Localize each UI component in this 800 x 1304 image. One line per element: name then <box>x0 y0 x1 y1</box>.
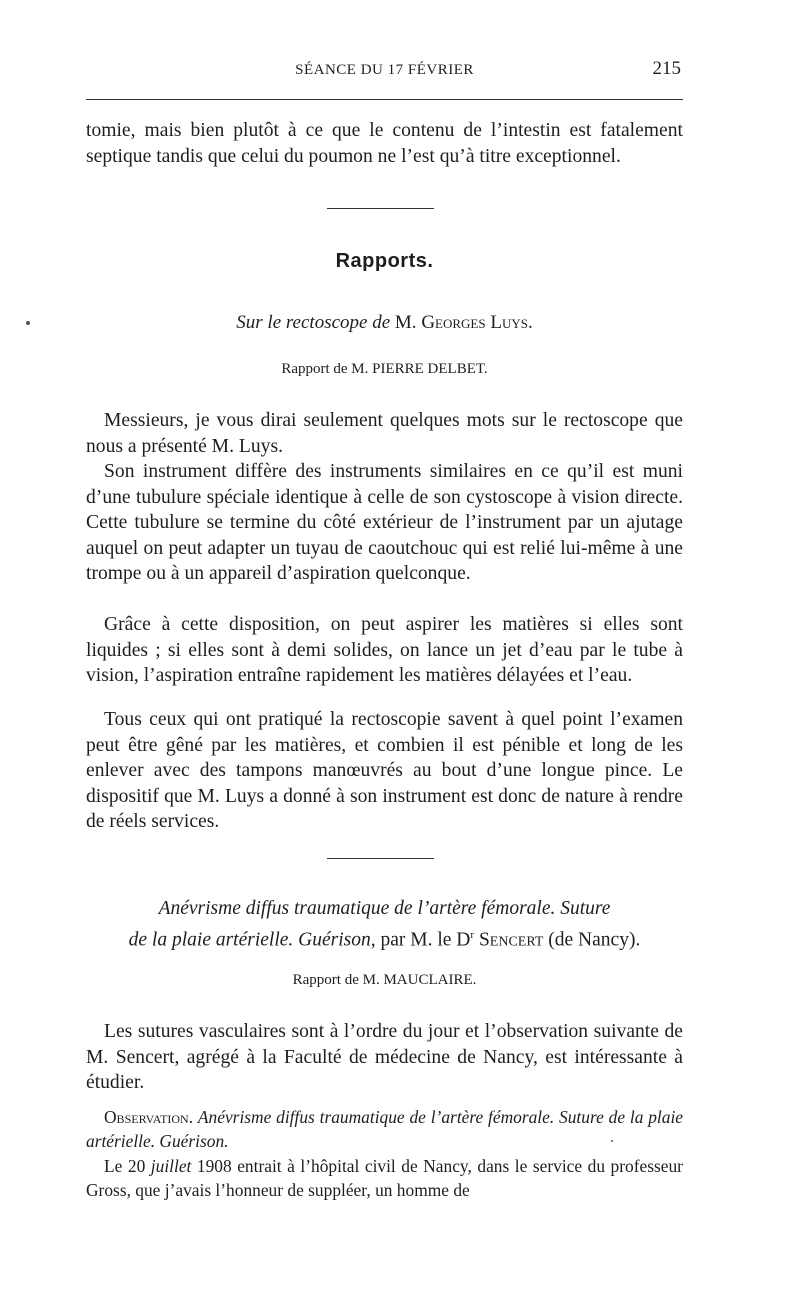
report1-paragraph-4: Tous ceux qui ont pratiqué la rectoscopie savent à quel point l’examen peut être gêné par les matières, et combien il est pénible et long de les enlever avec des tampons manœuvrés au bout d’une longue pince. Le dispositif que M. Luys a donné à son instrument est donc de nature à rendre de réels services. <box>86 709 683 833</box>
report2-author-prefix: par M. le D <box>380 929 471 951</box>
observation-title: Anévrisme diffus traumatique de l’artère fémorale. Suture de la plaie artérielle. Guérison. <box>86 1107 683 1151</box>
report2-author-sup: r <box>470 929 475 941</box>
running-title: SÉANCE DU 17 FÉVRIER <box>295 62 474 78</box>
report2-rapporteur: Rapport de M. MAUCLAIRE. <box>292 972 477 988</box>
report1-title <box>86 309 683 336</box>
report2-author-name: Sencert <box>478 929 544 951</box>
page-number: 215 <box>652 58 681 79</box>
report1-author-name: Georges Luys. <box>421 312 533 333</box>
report1-paragraph-3: Grâce à cette disposition, on peut aspirer les matières si elles sont liquides ; si elles sont à demi solides, on lance un jet d’eau par le tube à vision, l’aspiration entraîne rapidement les matières délayées et l’eau. <box>86 614 683 687</box>
scan-speck <box>611 1140 613 1142</box>
intro-paragraph: tomie, mais bien plutôt à ce que le contenu de l’intestin est fatalement septique tandis que celui du poumon ne l’est qu’à titre exceptionnel. <box>86 120 683 167</box>
section-title: Rapports. <box>335 250 434 272</box>
report2-paragraph: Les sutures vasculaires sont à l’ordre du jour et l’observation suivante de M. Sencert, agrégé à la Faculté de médecine de Nancy, est intéressante à étudier. <box>86 1021 683 1094</box>
observation-heading <box>86 1106 683 1153</box>
report2-title-line2: de la plaie artérielle. Guérison, <box>128 929 376 951</box>
report1-paragraph-1: Messieurs, je vous dirai seulement quelques mots sur le rectoscope que nous a présenté M. Luys. <box>86 410 683 457</box>
page-header <box>86 60 683 84</box>
report1-author-prefix: M. <box>394 312 417 333</box>
header-rule <box>86 99 683 100</box>
scan-speck <box>26 321 30 325</box>
report2-title <box>86 895 683 954</box>
report1-paragraph-2: Son instrument diffère des instruments similaires en ce qu’il est muni d’une tubulure spéciale identique à celle de son cystoscope à vision directe. Cette tubulure se termine du côté extérieur de l’instrument par un ajutage auquel on peut adapter un tuyau de caoutchouc qui est relié lui-même à une trompe ou à un appareil d’aspiration quelconque. <box>86 461 683 585</box>
report1-rapporteur: Rapport de M. PIERRE DELBET. <box>281 361 488 377</box>
observation-label: Observation. <box>104 1107 194 1127</box>
report2-title-line1: Anévrisme diffus traumatique de l’artère fémorale. Suture <box>158 898 611 919</box>
observation-paragraph: Le 20 juillet 1908 entrait à l’hôpital civil de Nancy, dans le service du professeur Gross, que j’avais l’honneur de suppléer, un homme de <box>86 1156 683 1200</box>
report1-title-text: Sur le rectoscope de <box>236 312 391 333</box>
section-separator <box>327 208 434 209</box>
report-separator <box>327 858 434 859</box>
report2-author-suffix: (de Nancy). <box>548 929 641 951</box>
